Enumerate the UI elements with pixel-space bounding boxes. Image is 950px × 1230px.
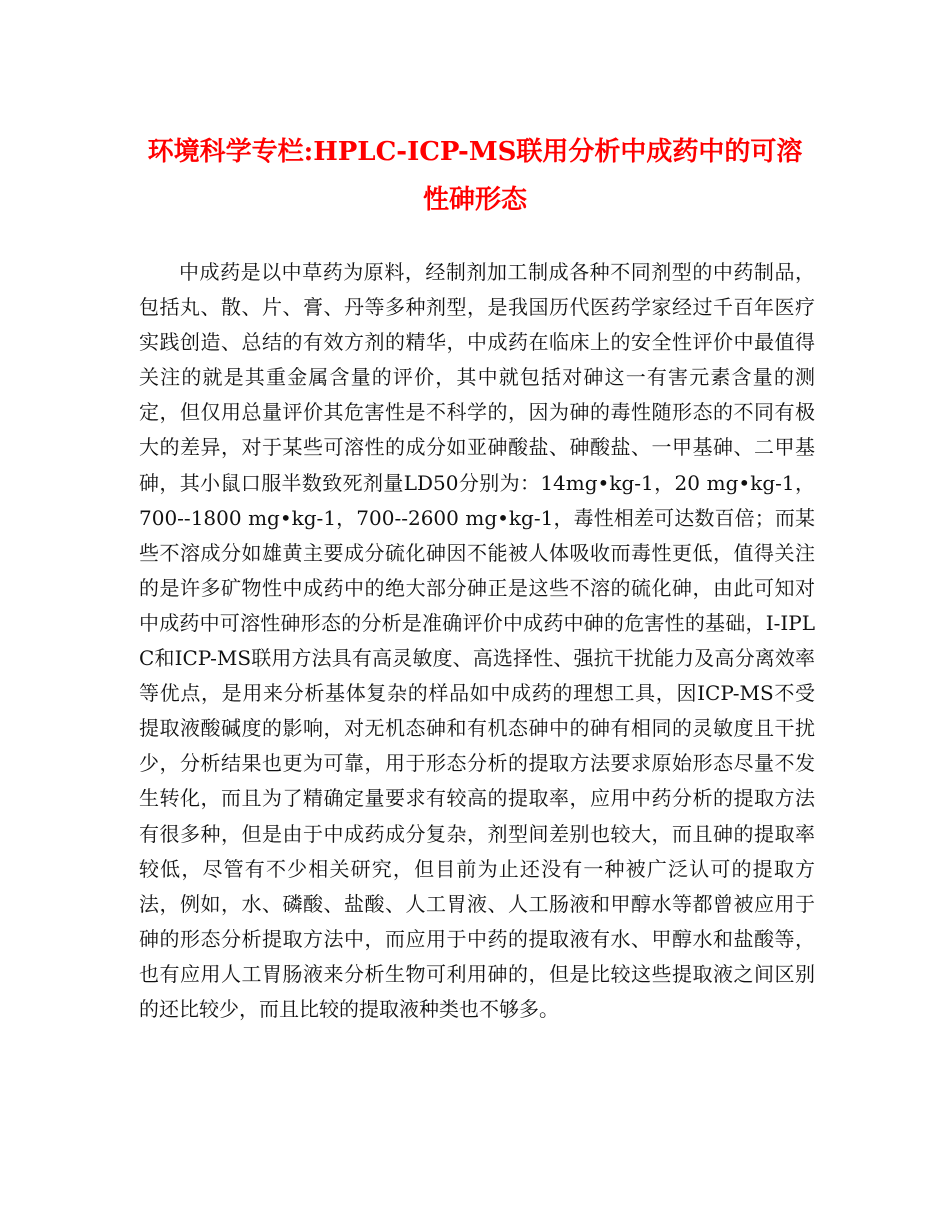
title-line-1: 环境科学专栏:HPLC-ICP-MS联用分析中成药中的可溶 [147, 137, 803, 167]
title-line-2: 性砷形态 [422, 185, 527, 215]
document-title [120, 128, 830, 224]
body-paragraph: 中成药是以中草药为原料，经制剂加工制成各种不同剂型的中药制品，包括丸、散、片、膏、丹等多种剂型，是我国历代医药学家经过千百年医疗实践创造、总结的有效方剂的精华，中成药在临床上的安全性评价中最值得关注的就是其重金属含量的评价，其中就包括对砷这一有害元素含量的测定，但仅用总量评价其危害性是不科学的，因为砷的毒性随形态的不同有极大的差异，对于某些可溶性的成分如亚砷酸盐、砷酸盐、一甲基砷、二甲基砷，其小鼠口服半数致死剂量LD50分别为：14mg•kg-1，20 mg•kg-1，700--1800 mg•kg-1，700--2600 mg•kg-1，毒性相差可达数百倍；而某些不溶成分如雄黄主要成分硫化砷因不能被人体吸收而毒性更低，值得关注的是许多矿物性中成药中的绝大部分砷正是这些不溶的硫化砷，由此可知对中成药中可溶性砷形态的分析是准确评价中成药中砷的危害性的基础，I-IPLC和ICP-MS联用方法具有高灵敏度、高选择性、强抗干扰能力及高分离效率等优点，是用来分析基体复杂的样品如中成药的理想工具，因ICP-MS不受提取液酸碱度的影响，对无机态砷和有机态砷中的砷有相同的灵敏度且干扰少，分析结果也更为可靠，用于形态分析的提取方法要求原始形态尽量不发生转化，而且为了精确定量要求有较高的提取率，应用中药分析的提取方法有很多种，但是由于中成药成分复杂，剂型间差别也较大，而且砷的提取率较低，尽管有不少相关研究，但目前为止还没有一种被广泛认可的提取方法，例如，水、磷酸、盐酸、人工胃液、人工肠液和甲醇水等都曾被应用于砷的形态分析提取方法中，而应用于中药的提取液有水、甲醇水和盐酸等，也有应用人工胃肠液来分析生物可利用砷的，但是比较这些提取液之间区别的还比较少，而且比较的提取液种类也不够多。 [139, 260, 815, 1021]
